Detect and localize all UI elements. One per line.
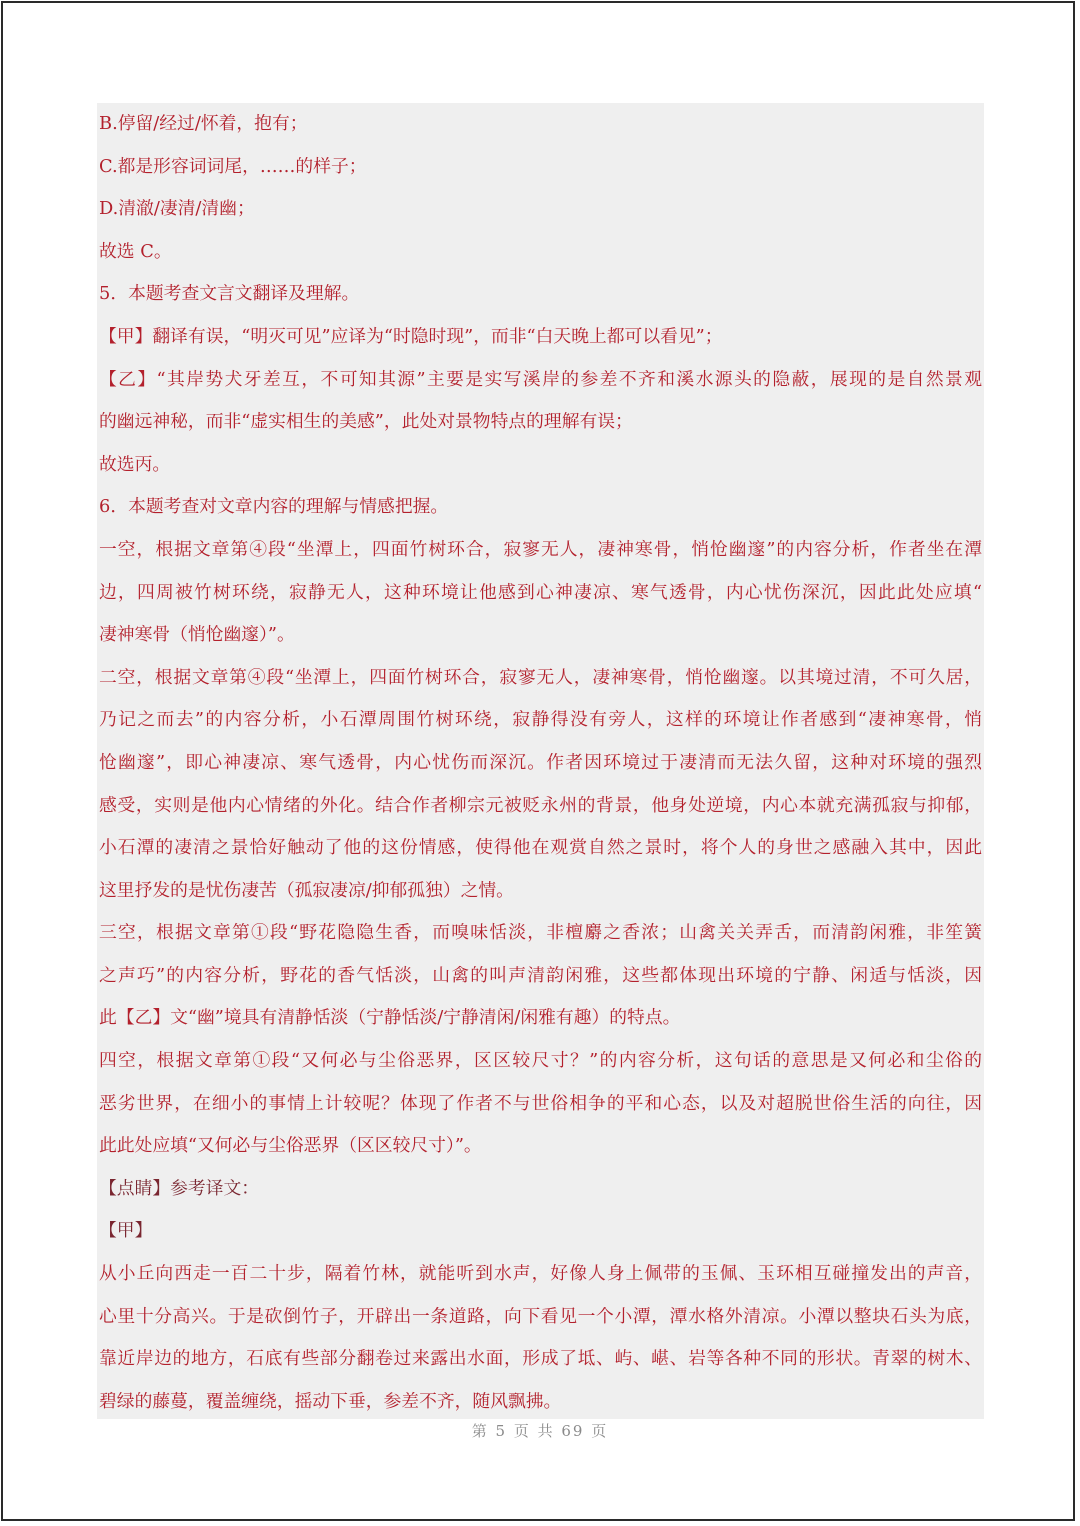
text-line: 这里抒发的是忧伤凄苦（孤寂凄凉/抑郁孤独）之情。 bbox=[99, 879, 514, 901]
text-line: 三空，根据文章第①段“野花隐隐生香，而嗅味恬淡，非檀麝之香浓；山禽关关弄舌，而清韵闲雅，非笙簧 bbox=[99, 922, 982, 944]
text-line: 一空，根据文章第④段“坐潭上，四面竹树环合，寂寥无人，凄神寒骨，悄怆幽邃”的内容分析，作者坐在潭 bbox=[99, 538, 982, 560]
text-line: 怆幽邃”，即心神凄凉、寒气透骨，内心忧伤而深沉。作者因环境过于凄清而无法久留，这种对环境的强烈 bbox=[99, 751, 982, 773]
text-line: 边，四周被竹树环绕，寂静无人，这种环境让他感到心神凄凉、寒气透骨，内心忧伤深沉，因此此处应填“ bbox=[99, 581, 982, 603]
text-line: B.停留/经过/怀着，抱有； bbox=[99, 113, 308, 134]
text-line: 凄神寒骨（悄怆幽邃）”。 bbox=[99, 624, 295, 646]
text-line: C.都是形容词词尾，……的样子； bbox=[99, 155, 367, 177]
translation-line: 碧绿的藤蔓，覆盖缠绕，摇动下垂，参差不齐，随风飘拂。 bbox=[99, 1390, 562, 1412]
translation-line: 靠近岸边的地方，石底有些部分翻卷过来露出水面，形成了坻、屿、嵁、岩等各种不同的形状。青翠的树木、 bbox=[99, 1348, 982, 1370]
translation-line: 从小丘向西走一百二十步，隔着竹林，就能听到水声，好像人身上佩带的玉佩、玉环相互碰撞发出的声音， bbox=[99, 1263, 982, 1285]
text-line: D.清澈/凄清/清幽； bbox=[99, 198, 255, 220]
text-line: 之声巧”的内容分析，野花的香气恬淡，山禽的叫声清韵闲雅，这些都体现出环境的宁静、闲适与恬淡，因 bbox=[99, 964, 982, 986]
text-line: 小石潭的凄清之景恰好触动了他的这份情感，使得他在观赏自然之景时，将个人的身世之感融入其中，因此 bbox=[99, 837, 982, 859]
jia-heading: 【甲】 bbox=[99, 1220, 153, 1242]
text-line: 恶劣世界，在细小的事情上计较呢？体现了作者不与世俗相争的平和心态，以及对超脱世俗生活的向往，因 bbox=[99, 1092, 982, 1114]
translation-line: 心里十分高兴。于是砍倒竹子，开辟出一条道路，向下看见一个小潭，潭水格外清凉。小潭以整块石头为底， bbox=[99, 1305, 982, 1327]
answer-text-block bbox=[97, 103, 984, 1419]
text-line: 的幽远神秘，而非“虚实相生的美感”，此处对景物特点的理解有误； bbox=[99, 411, 633, 433]
text-line: 感受，实则是他内心情绪的外化。结合作者柳宗元被贬永州的背景，他身处逆境，内心本就充满孤寂与抑郁， bbox=[99, 794, 982, 816]
text-line: 【乙】“其岸势犬牙差互，不可知其源”主要是实写溪岸的参差不齐和溪水源头的隐蔽，展现的是自然景观 bbox=[99, 368, 982, 390]
text-line: 【甲】翻译有误，“明灭可见”应译为“时隐时现”，而非“白天晚上都可以看见”； bbox=[99, 325, 723, 347]
page-number-footer: 第 5 页 共 69 页 bbox=[471, 1422, 609, 1440]
text-line: 二空，根据文章第④段“坐潭上，四面竹树环合，寂寥无人，凄神寒骨，悄怆幽邃。以其境过清，不可久居， bbox=[99, 666, 982, 688]
text-line: 此【乙】文“幽”境具有清静恬淡（宁静恬淡/宁静清闲/闲雅有趣）的特点。 bbox=[99, 1007, 681, 1029]
dianjing-heading: 【点睛】参考译文： bbox=[99, 1177, 260, 1199]
text-line: 四空，根据文章第①段“又何必与尘俗恶界，区区较尺寸？”的内容分析，这句话的意思是又何必和尘俗的 bbox=[99, 1050, 982, 1072]
text-line: 故选 C。 bbox=[99, 240, 172, 262]
section-heading: 6．本题考查对文章内容的理解与情感把握。 bbox=[99, 496, 449, 518]
text-line: 故选丙。 bbox=[99, 453, 171, 475]
text-line: 此此处应填“又何必与尘俗恶界（区区较尺寸）”。 bbox=[99, 1135, 482, 1157]
section-heading: 5．本题考查文言文翻译及理解。 bbox=[99, 283, 360, 305]
text-line: 乃记之而去”的内容分析，小石潭周围竹树环绕，寂静得没有旁人，这样的环境让作者感到“凄神寒骨，悄 bbox=[99, 709, 982, 731]
